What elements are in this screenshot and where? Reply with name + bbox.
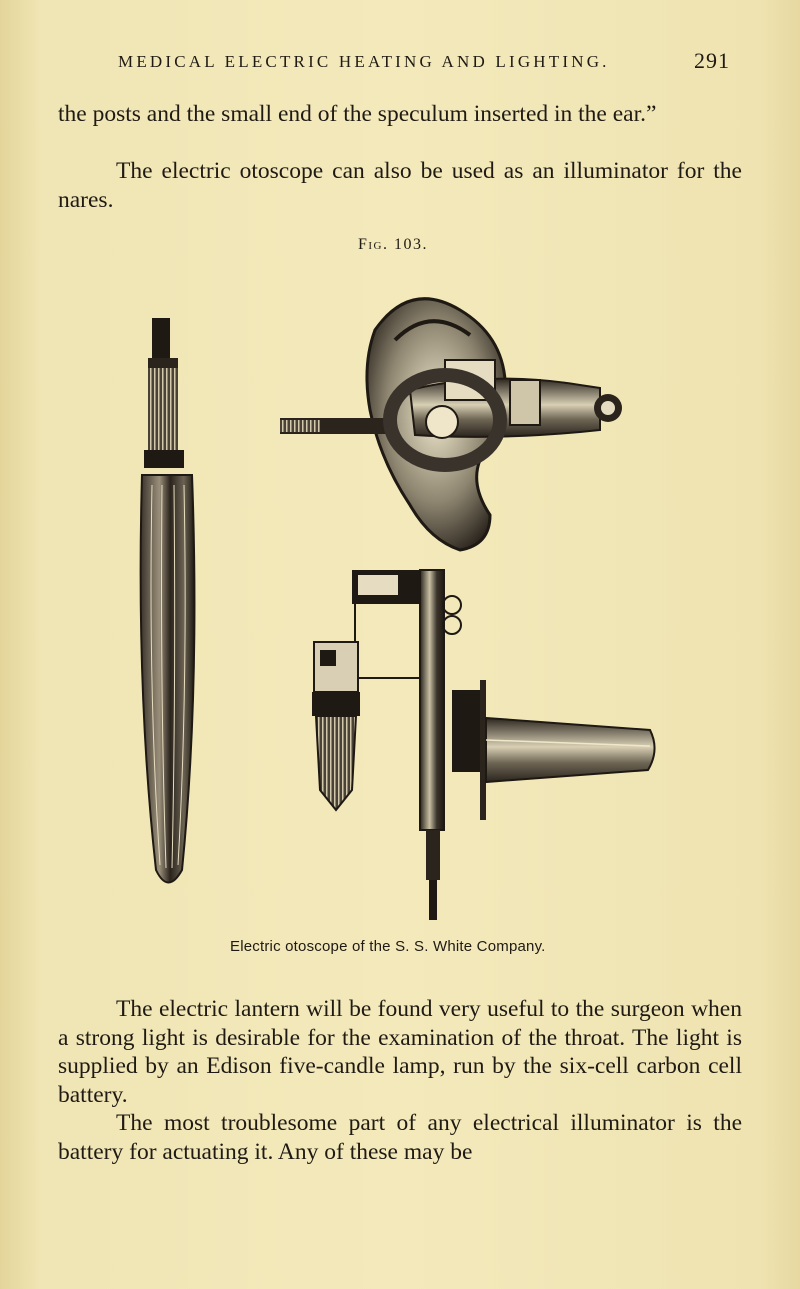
- battery-handle-drawing: [141, 318, 195, 883]
- paragraph-electric-lantern: The electric lantern will be found very useful to the surgeon when a strong light is desirable for the examination of the throat. The light is supplied by an Edison five-candle lamp, run by the six-cell carbon cell battery.: [58, 996, 742, 1108]
- otoscope-illustration: [130, 270, 690, 930]
- ear-with-otoscope-drawing: [280, 299, 622, 550]
- lamp-holder-drawing: [312, 642, 360, 810]
- paragraph-otoscope-nares: The electric otoscope can also be used as an illuminator for the nares.: [58, 158, 742, 213]
- figure-caption: Electric otoscope of the S. S. White Company.: [230, 938, 546, 955]
- paragraph-battery: The most troublesome part of any electrical illuminator is the battery for actuating it. Any of these may be: [58, 1110, 742, 1165]
- running-head: MEDICAL ELECTRIC HEATING AND LIGHTING.: [118, 52, 610, 71]
- otoscope-handle-drawing: [352, 570, 461, 920]
- page-number: 291: [694, 48, 730, 73]
- speculum-drawing: [452, 680, 655, 820]
- figure-label: Fig. 103.: [358, 236, 429, 253]
- paragraph-continuation: the posts and the small end of the speculum inserted in the ear.”: [58, 101, 657, 127]
